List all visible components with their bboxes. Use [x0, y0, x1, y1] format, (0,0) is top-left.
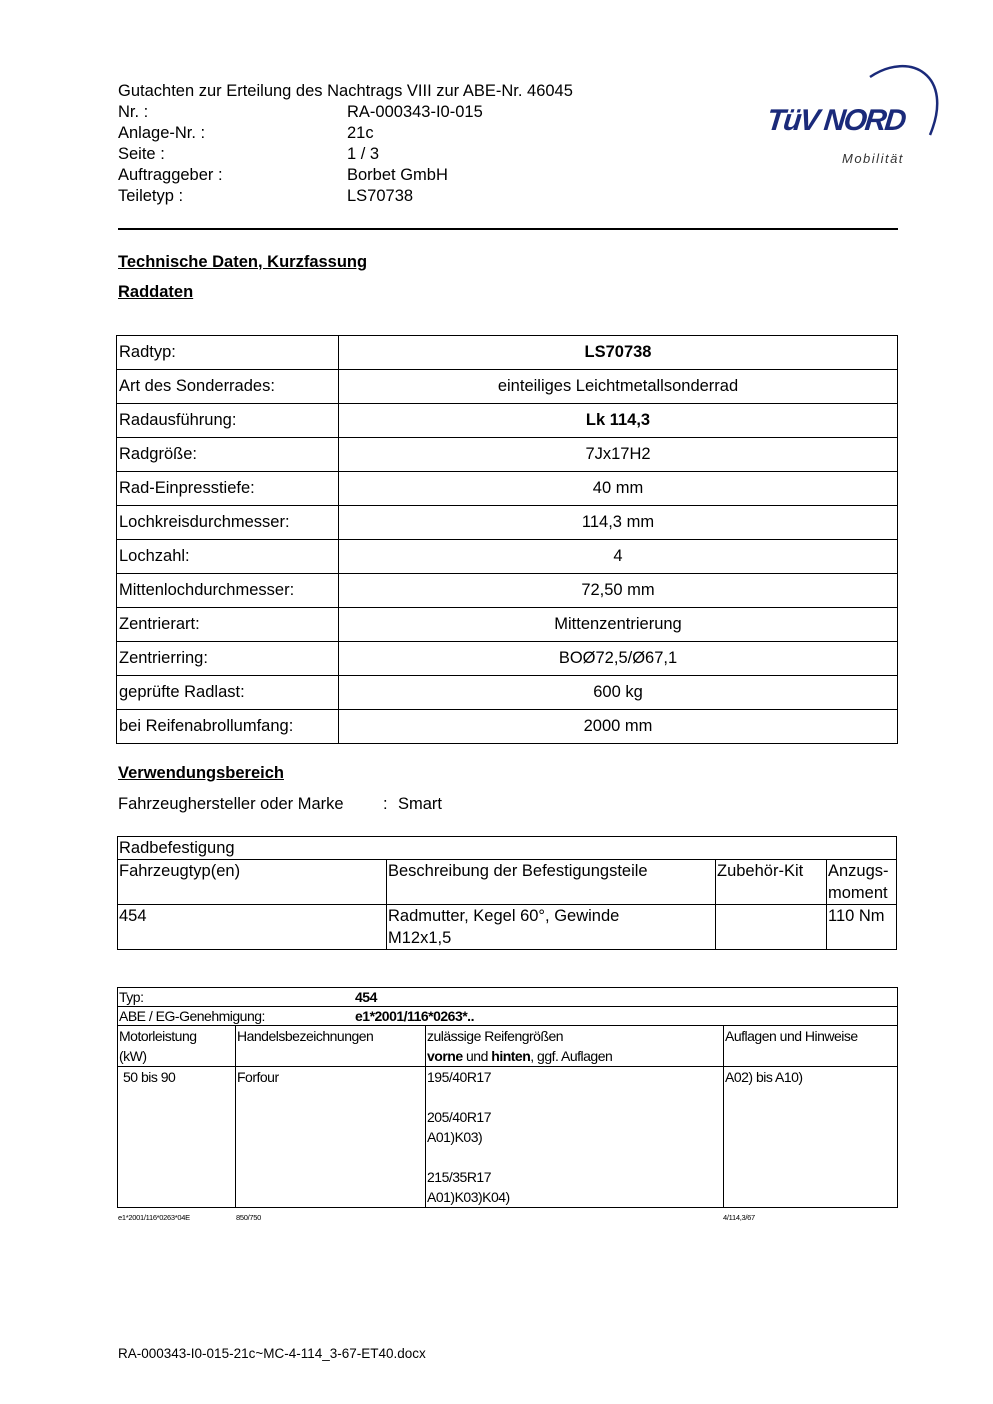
value-nr: RA-000343-I0-015 — [347, 103, 483, 121]
raddaten-value: einteiliges Leichtmetallsonderrad — [339, 370, 898, 404]
header-vorne: vorne — [427, 1048, 463, 1064]
raddaten-value: 4 — [339, 540, 898, 574]
header-zubehoer: Zubehör-Kit — [716, 860, 827, 905]
cell-kit — [716, 905, 827, 950]
reifen-line: 215/35R17 — [427, 1169, 492, 1185]
logo-brand: TüV NORD — [765, 104, 907, 137]
report-title: Gutachten zur Erteilung des Nachtrags VIII zur ABE-Nr. 46045 — [118, 82, 573, 100]
raddaten-value: Lk 114,3 — [339, 404, 898, 438]
table-row — [118, 837, 897, 860]
reifen-line: 205/40R17 — [427, 1109, 492, 1125]
typ-value: 454 — [355, 989, 377, 1005]
reifen-line: 195/40R17 — [427, 1069, 492, 1085]
label-anlage: Anlage-Nr. : — [118, 124, 206, 142]
raddaten-label: Radtyp: — [117, 336, 339, 370]
header-reifen — [426, 1026, 724, 1067]
raddaten-label: Lochkreisdurchmesser: — [117, 506, 339, 540]
section-verwendung-title: Verwendungsbereich — [118, 764, 284, 782]
header-divider — [118, 228, 898, 230]
cell-typ: 454 — [118, 905, 387, 950]
hersteller-label: Fahrzeughersteller oder Marke — [118, 795, 344, 813]
table-row — [117, 710, 898, 744]
table-row — [118, 1026, 898, 1067]
reifen-line — [427, 1147, 722, 1167]
cell-reifen — [426, 1067, 724, 1208]
raddaten-value: Mittenzentrierung — [339, 608, 898, 642]
table-row — [117, 574, 898, 608]
raddaten-label: Radgröße: — [117, 438, 339, 472]
typ-row — [118, 988, 898, 1007]
header-motor-line1: Motorleistung — [119, 1028, 197, 1044]
table-row — [118, 905, 897, 950]
beschreibung-line1: Radmutter, Kegel 60°, Gewinde — [388, 907, 620, 925]
table-row — [117, 642, 898, 676]
raddaten-value: BOØ72,5/Ø67,1 — [339, 642, 898, 676]
cell-motor: 50 bis 90 — [118, 1067, 236, 1208]
cell-handel: Forfour — [236, 1067, 426, 1208]
raddaten-label: Art des Sonderrades: — [117, 370, 339, 404]
cell-moment: 110 Nm — [827, 905, 897, 950]
header-hinten: hinten — [491, 1048, 531, 1064]
raddaten-label: Lochzahl: — [117, 540, 339, 574]
table-row — [117, 676, 898, 710]
table-row — [117, 404, 898, 438]
cell-auflagen: A02) bis A10) — [724, 1067, 898, 1208]
header-anzugsmoment — [827, 860, 897, 905]
table-row — [117, 506, 898, 540]
header-reifen-line2 — [427, 1046, 722, 1066]
header-auflagen: Auflagen und Hinweise — [724, 1026, 898, 1067]
raddaten-value: 72,50 mm — [339, 574, 898, 608]
label-seite: Seite : — [118, 145, 165, 163]
header-auflagen-note: , ggf. Auflagen — [530, 1048, 613, 1064]
header-beschreibung: Beschreibung der Befestigungsteile — [387, 860, 716, 905]
reifen-line: A01)K03)K04) — [427, 1189, 510, 1205]
raddaten-table — [116, 335, 898, 744]
typ-label: Typ: — [119, 989, 144, 1005]
header-fahrzeugtyp: Fahrzeugtyp(en) — [118, 860, 387, 905]
raddaten-label: geprüfte Radlast: — [117, 676, 339, 710]
value-auftraggeber: Borbet GmbH — [347, 166, 448, 184]
table-row — [117, 438, 898, 472]
header-anzugs: Anzugs- — [828, 862, 889, 880]
section-tech-title: Technische Daten, Kurzfassung — [118, 253, 368, 271]
cell-beschreibung — [387, 905, 716, 950]
raddaten-value: 7Jx17H2 — [339, 438, 898, 472]
raddaten-label: Radausführung: — [117, 404, 339, 438]
typ-table — [117, 987, 898, 1208]
table-row — [118, 988, 898, 1007]
raddaten-value: 40 mm — [339, 472, 898, 506]
beschreibung-line2: M12x1,5 — [388, 929, 452, 947]
raddaten-value: LS70738 — [339, 336, 898, 370]
header-handel: Handelsbezeichnungen — [236, 1026, 426, 1067]
raddaten-label: Zentrierart: — [117, 608, 339, 642]
footer-filename: RA-000343-I0-015-21c~MC-4-114_3-67-ET40.docx — [118, 1346, 426, 1361]
section-raddaten-title: Raddaten — [118, 283, 194, 301]
abe-label: ABE / EG-Genehmigung: — [119, 1008, 265, 1024]
raddaten-value: 114,3 mm — [339, 506, 898, 540]
raddaten-label: Zentrierring: — [117, 642, 339, 676]
header-motor — [118, 1026, 236, 1067]
table-row — [117, 336, 898, 370]
header-reifen-line1: zulässige Reifengrößen — [427, 1028, 564, 1044]
befestigung-title: Radbefestigung — [118, 837, 897, 860]
abe-row — [118, 1007, 898, 1026]
label-teiletyp: Teiletyp : — [118, 187, 184, 205]
table-row — [118, 860, 897, 905]
table-row — [118, 1007, 898, 1026]
raddaten-value: 600 kg — [339, 676, 898, 710]
hersteller-value: Smart — [398, 795, 443, 813]
header-moment: moment — [828, 884, 888, 902]
raddaten-label: Rad-Einpresstiefe: — [117, 472, 339, 506]
table-row — [118, 1067, 898, 1208]
raddaten-value: 2000 mm — [339, 710, 898, 744]
header-motor-line2: (kW) — [119, 1048, 147, 1064]
raddaten-label: Mittenlochdurchmesser: — [117, 574, 339, 608]
table-row — [117, 540, 898, 574]
hersteller-separator: : — [383, 795, 388, 813]
value-anlage: 21c — [347, 124, 374, 142]
table-row — [117, 608, 898, 642]
label-auftraggeber: Auftraggeber : — [118, 166, 223, 184]
reifen-line — [427, 1087, 722, 1107]
value-teiletyp: LS70738 — [347, 187, 414, 205]
label-nr: Nr. : — [118, 103, 149, 121]
radbefestigung-table — [117, 836, 897, 950]
abe-value: e1*2001/116*0263*.. — [355, 1008, 474, 1024]
table-row — [117, 472, 898, 506]
logo-subtitle: Mobilität — [842, 151, 904, 166]
footnote-approval: e1*2001/116*0263*04E — [118, 1213, 190, 1222]
table-row — [117, 370, 898, 404]
raddaten-label: bei Reifenabrollumfang: — [117, 710, 339, 744]
footnote-load: 850/750 — [236, 1213, 262, 1222]
value-seite: 1 / 3 — [347, 145, 380, 163]
reifen-line: A01)K03) — [427, 1129, 483, 1145]
footnote-bolt: 4/114,3/67 — [723, 1213, 755, 1222]
header-und: und — [462, 1048, 492, 1064]
